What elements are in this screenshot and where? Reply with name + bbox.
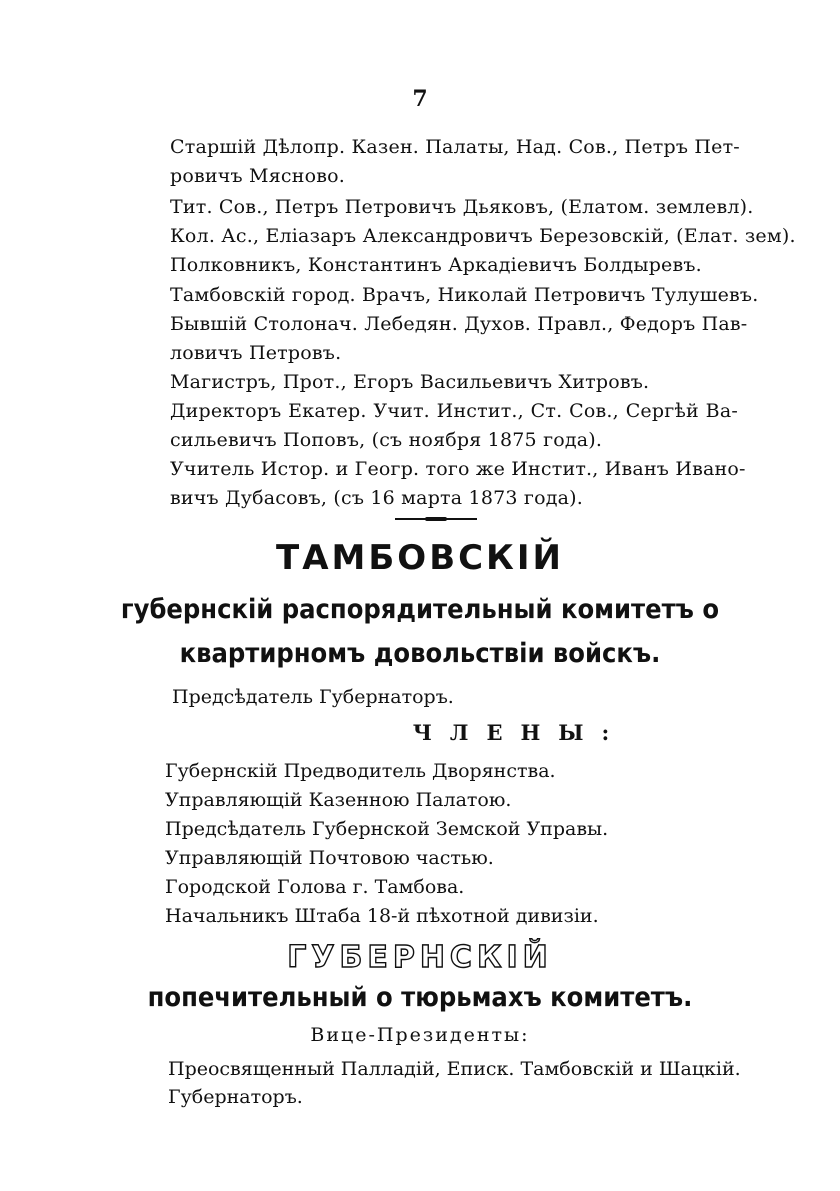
member-line: Начальникъ Штаба 18-й пѣхотной дивизіи. [165, 905, 599, 927]
member-line: Городской Голова г. Тамбова. [165, 876, 465, 898]
section-subheading: квартирномъ довольствіи войскъ. [179, 638, 661, 669]
section-divider [395, 518, 477, 520]
members-title: ЧЛЕНЫ: [412, 720, 628, 745]
entry-line: Преосвященный Палладій, Еписк. Тамбовскій и Шацкій. [168, 1058, 741, 1080]
entry-line: Учитель Истор. и Геогр. того же Инстит., Иванъ Ивано- [170, 458, 746, 480]
entry-line: Полковникъ, Константинъ Аркадіевичъ Болдыревъ. [170, 254, 702, 276]
member-line: Предсѣдатель Губернской Земской Управы. [165, 818, 609, 840]
entry-line: сильевичъ Поповъ, (съ ноября 1875 года). [170, 429, 603, 451]
entry-line: Бывшій Столонач. Лебедян. Духов. Правл., Федоръ Пав- [170, 313, 748, 335]
entry-line: Кол. Ас., Еліазаръ Александровичъ Березовскій, (Елат. зем). [170, 225, 796, 247]
member-line: Управляющій Казенною Палатою. [165, 789, 512, 811]
entry-line: ловичъ Петровъ. [170, 342, 342, 364]
entry-line: вичъ Дубасовъ, (съ 16 марта 1873 года). [170, 487, 583, 509]
entry-line: Тамбовскій город. Врачъ, Николай Петровичъ Тулушевъ. [170, 284, 759, 306]
entry-line: Тит. Сов., Петръ Петровичъ Дьяковъ, (Елатом. землевл). [170, 196, 754, 218]
entry-line: Магистръ, Прот., Егоръ Васильевичъ Хитровъ. [170, 371, 650, 393]
section-subheading: попечительный о тюрьмахъ комитетъ. [147, 982, 693, 1013]
section-heading-tambovsky: ТАМБОВСКІЙ [276, 538, 564, 578]
vice-presidents-title: Вице-Президенты: [310, 1024, 530, 1046]
chairman-line: Предсѣдатель Губернаторъ. [172, 686, 454, 708]
member-line: Управляющій Почтовою частью. [165, 847, 494, 869]
entry-line: Губернаторъ. [168, 1086, 303, 1108]
section-subheading: губернскій распорядительный комитетъ о [120, 594, 720, 625]
page-number: 7 [412, 86, 428, 112]
entry-line: Старшій Дѣлопр. Казен. Палаты, Над. Сов., Петръ Пет- [170, 136, 740, 158]
section-heading-gubernsky: ГУБЕРНСКІЙ [287, 940, 553, 975]
entry-line: Директоръ Екатер. Учит. Инстит., Ст. Сов., Сергѣй Ва- [170, 400, 738, 422]
entry-line: ровичъ Мясново. [170, 165, 346, 187]
member-line: Губернскій Предводитель Дворянства. [165, 760, 556, 782]
